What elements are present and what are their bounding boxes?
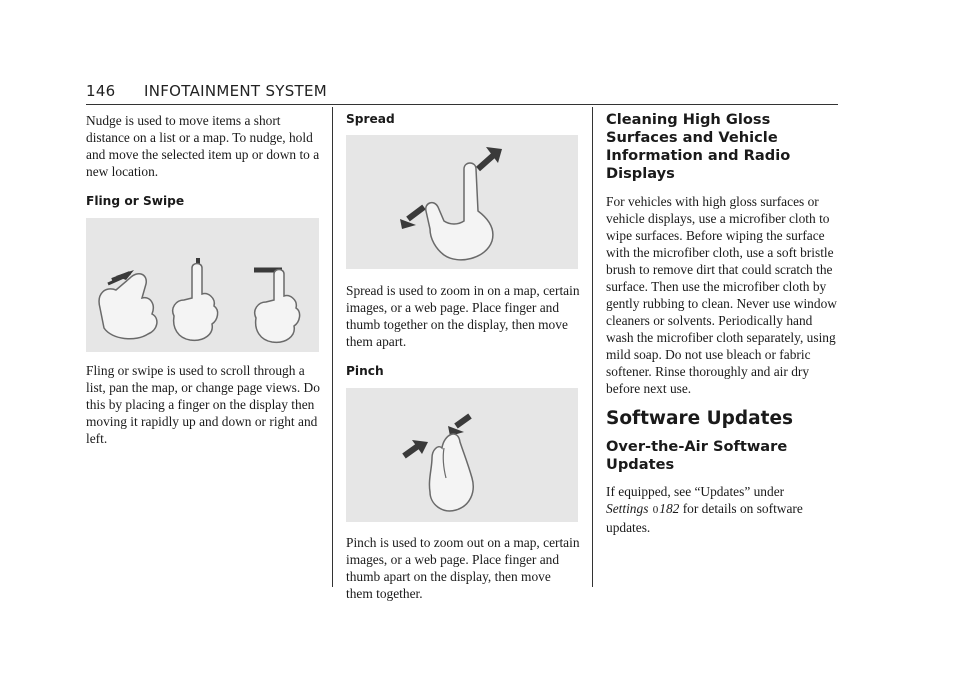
page-ref-icon: 0 [652,504,659,516]
pinch-paragraph: Pinch is used to zoom out on a map, certain images, or a web page. Place finger and thumb apart on the display, then move them together. [346,535,580,601]
fling-paragraph: Fling or swipe is used to scroll through a list, pan the map, or change page views. Do this by placing a finger on the display then moving it rapidly up and down or right and left. [86,363,320,446]
arrow-up-right-icon [478,147,502,169]
fling-illustration [86,218,319,352]
column-left [86,108,320,447]
spread-heading: Spread [346,112,395,126]
hand-swipe-icon [99,270,157,339]
cleaning-paragraph: For vehicles with high gloss surfaces or vehicle displays, use a microfiber cloth to wipe surfaces. Before wiping the surface with the microfiber cloth, use a soft bristle brush to remove dirt that could scratch the surface. Then use the microfiber cloth by gently rubbing to clean. Never use window cleaners or solvents. Periodically hand wash the microfiber cloth separately, using mild soap. Do not use bleach or fabric softener. Rinse thoroughly and air dry before next use. [606,194,837,396]
hand-pinch-icon [429,434,473,511]
page-header [86,82,838,106]
ota-paragraph [606,483,842,536]
software-updates-heading: Software Updates [606,408,794,429]
arrow-up-right-icon [404,440,428,456]
nudge-paragraph: Nudge is used to move items a short distance on a list or a map. To nudge, hold and move the selected item up or down to a new location. [86,113,320,179]
fling-heading: Fling or Swipe [86,194,185,208]
ota-text-before: If equipped, see “Updates” under [606,484,785,499]
pinch-illustration [346,388,578,522]
column-divider-1 [332,107,333,587]
ota-heading: Over-the-Air Software Updates [606,438,788,473]
spread-illustration [346,135,578,269]
arrow-down-left-icon [448,416,470,436]
ota-text-after: for details on software updates. [606,501,803,535]
settings-link[interactable]: Settings [606,501,649,516]
column-middle [346,108,580,602]
spread-paragraph: Spread is used to zoom in on a map, certain images, or a web page. Place finger and thumb together on the display, then move them apart. [346,283,580,349]
page-number: 146 [86,82,116,100]
arrow-down-left-icon [400,207,424,229]
header-divider [86,104,838,105]
hand-spread-icon [426,163,493,260]
page-ref-number[interactable]: 182 [659,501,680,516]
hand-point-icon [173,258,218,340]
column-divider-2 [592,107,593,587]
pinch-heading: Pinch [346,364,384,378]
hand-point-icon [254,270,300,343]
column-right [606,108,842,536]
section-title: INFOTAINMENT SYSTEM [144,82,328,100]
cleaning-heading: Cleaning High Gloss Surfaces and Vehicle Information and Radio Displays [606,111,791,182]
